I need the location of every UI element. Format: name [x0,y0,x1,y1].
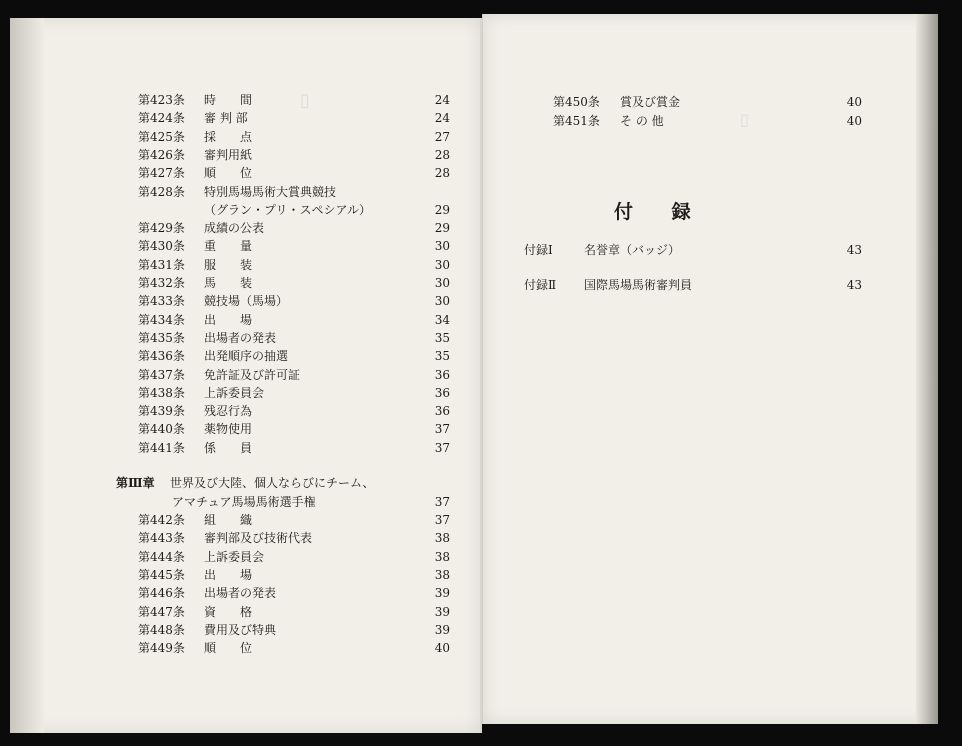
page-number: 36 [434,404,450,419]
toc-row [138,292,450,310]
toc-row [138,511,450,529]
page-number: 43 [846,243,862,257]
page-number: 35 [434,330,450,345]
article-title: （グラン・プリ・スペシアル） [204,202,372,217]
article-title: 上訴委員会 [204,385,265,400]
article-number: 第439条 [138,404,185,419]
page-number: 38 [434,531,450,546]
article-title: 審判用紙 [204,147,253,162]
chapter-title-line2: アマチュア馬場馬術選手権 [172,495,316,509]
article-number: 第433条 [138,294,185,309]
article-number: 第444条 [138,549,185,564]
appendix-label: 付録Ⅰ [524,243,553,257]
article-number: 第427条 [138,166,185,181]
bleed-through-mark: ▯ [300,90,310,111]
article-number: 第435条 [138,330,185,345]
article-title: 競技場（馬場） [204,294,289,309]
page-number: 37 [434,440,450,455]
article-number: 第434条 [138,312,185,327]
article-title: 服 装 [204,257,253,272]
article-title: そ の 他 [620,113,664,128]
article-number: 第436条 [138,349,185,364]
toc-row [138,439,450,457]
article-title: 出発順序の抽選 [204,349,289,364]
article-number: 第441条 [138,440,185,455]
chapter-page-number: 37 [434,495,450,509]
page-number: 28 [434,166,450,181]
article-number: 第426条 [138,147,185,162]
page-number: 39 [434,622,450,637]
appendix-title-text: 国際馬場馬術審判員 [584,278,693,292]
article-title: 時 間 [204,93,253,107]
article-number: 第443条 [138,531,185,546]
article-title: 薬物使用 [204,422,253,437]
page-number: 43 [846,278,862,292]
toc-row [138,621,450,639]
toc-row [138,146,450,164]
article-number: 第431条 [138,257,185,272]
toc-row [138,529,450,547]
toc-row [138,347,450,365]
toc-row [138,183,450,201]
page-number: 24 [434,93,450,107]
article-number: 第447条 [138,604,185,619]
page-number: 38 [434,567,450,582]
toc-row [138,91,450,109]
toc-row [138,584,450,602]
page-number: 30 [434,239,450,254]
article-number: 第445条 [138,567,185,582]
article-title: 上訴委員会 [204,549,265,564]
toc-row [138,548,450,566]
article-title: 資 格 [204,604,253,619]
bleed-through-mark: ▯ [740,110,749,129]
chapter-heading-line2 [116,493,460,511]
toc-row [138,109,450,127]
article-number: 第442条 [138,513,185,527]
appendix-title: 付 録 [614,201,707,223]
page-number: 30 [434,257,450,272]
page-number: 27 [434,129,450,144]
page-number: 30 [434,294,450,309]
article-number: 第424条 [138,111,185,126]
toc-row [553,93,862,111]
article-number: 第429条 [138,221,185,236]
toc-row [138,237,450,255]
toc-row [138,128,450,146]
article-number: 第448条 [138,622,185,637]
page-number: 28 [434,147,450,162]
article-number: 第432条 [138,276,185,290]
page-number: 36 [434,367,450,382]
article-number: 第428条 [138,184,185,199]
page-number: 30 [434,276,450,290]
article-title: 審 判 部 [204,111,248,126]
page-number: 35 [434,349,450,364]
article-title: 馬 装 [204,276,253,290]
article-number: 第449条 [138,641,185,656]
article-title: 審判部及び技術代表 [204,531,313,546]
toc-row [138,201,450,219]
page-number: 39 [434,604,450,619]
page-number: 40 [846,95,862,109]
article-title: 成績の公表 [204,221,265,236]
page-number: 24 [434,111,450,126]
article-title: 出 場 [204,312,253,327]
article-title: 出場者の発表 [204,330,277,345]
article-number: 第423条 [138,93,185,107]
page-number: 29 [434,202,450,217]
article-title: 出場者の発表 [204,586,277,601]
page-number: 37 [434,513,450,527]
article-number: 第440条 [138,422,185,437]
toc-row [138,366,450,384]
toc-row [138,603,450,621]
article-title: 特別馬場馬術大賞典競技 [204,184,337,199]
article-number: 第430条 [138,239,185,254]
article-title: 組 織 [204,513,253,527]
chapter-label: 第Ⅲ章 [116,476,155,490]
toc-row [138,311,450,329]
article-title: 費用及び特典 [204,622,277,637]
page-number: 40 [434,641,450,656]
article-title: 免許証及び許可証 [204,367,301,382]
page-number: 39 [434,586,450,601]
appendix-title-text: 名誉章（バッジ） [584,243,681,257]
toc-row [138,402,450,420]
page-number: 34 [434,312,450,327]
page-number: 37 [434,422,450,437]
toc-row [138,274,450,292]
article-title: 採 点 [204,129,253,144]
article-number: 第446条 [138,586,185,601]
toc-row [138,256,450,274]
page-number: 38 [434,549,450,564]
appendix-label: 付録Ⅱ [524,278,557,292]
page-number: 36 [434,385,450,400]
article-number: 第438条 [138,385,185,400]
toc-row [138,329,450,347]
toc-row [553,112,862,130]
article-title: 重 量 [204,239,253,254]
article-number: 第437条 [138,367,185,382]
toc-row [138,566,450,584]
article-title: 出 場 [204,567,253,582]
article-title: 係 員 [204,440,253,455]
article-number: 第450条 [553,95,600,109]
appendix-row [524,276,864,294]
article-number: 第451条 [553,113,600,128]
article-title: 順 位 [204,166,253,181]
appendix-row [524,241,864,259]
page-number: 40 [846,113,862,128]
toc-row [138,384,450,402]
toc-row [138,219,450,237]
article-title: 残忍行為 [204,404,253,419]
toc-row [138,164,450,182]
toc-row [138,420,450,438]
article-number: 第425条 [138,129,185,144]
chapter-title-line1: 世界及び大陸、個人ならびにチーム、 [170,476,375,490]
page-number: 29 [434,221,450,236]
toc-row [138,639,450,657]
article-title: 順 位 [204,641,253,656]
article-title: 賞及び賞金 [620,95,681,109]
